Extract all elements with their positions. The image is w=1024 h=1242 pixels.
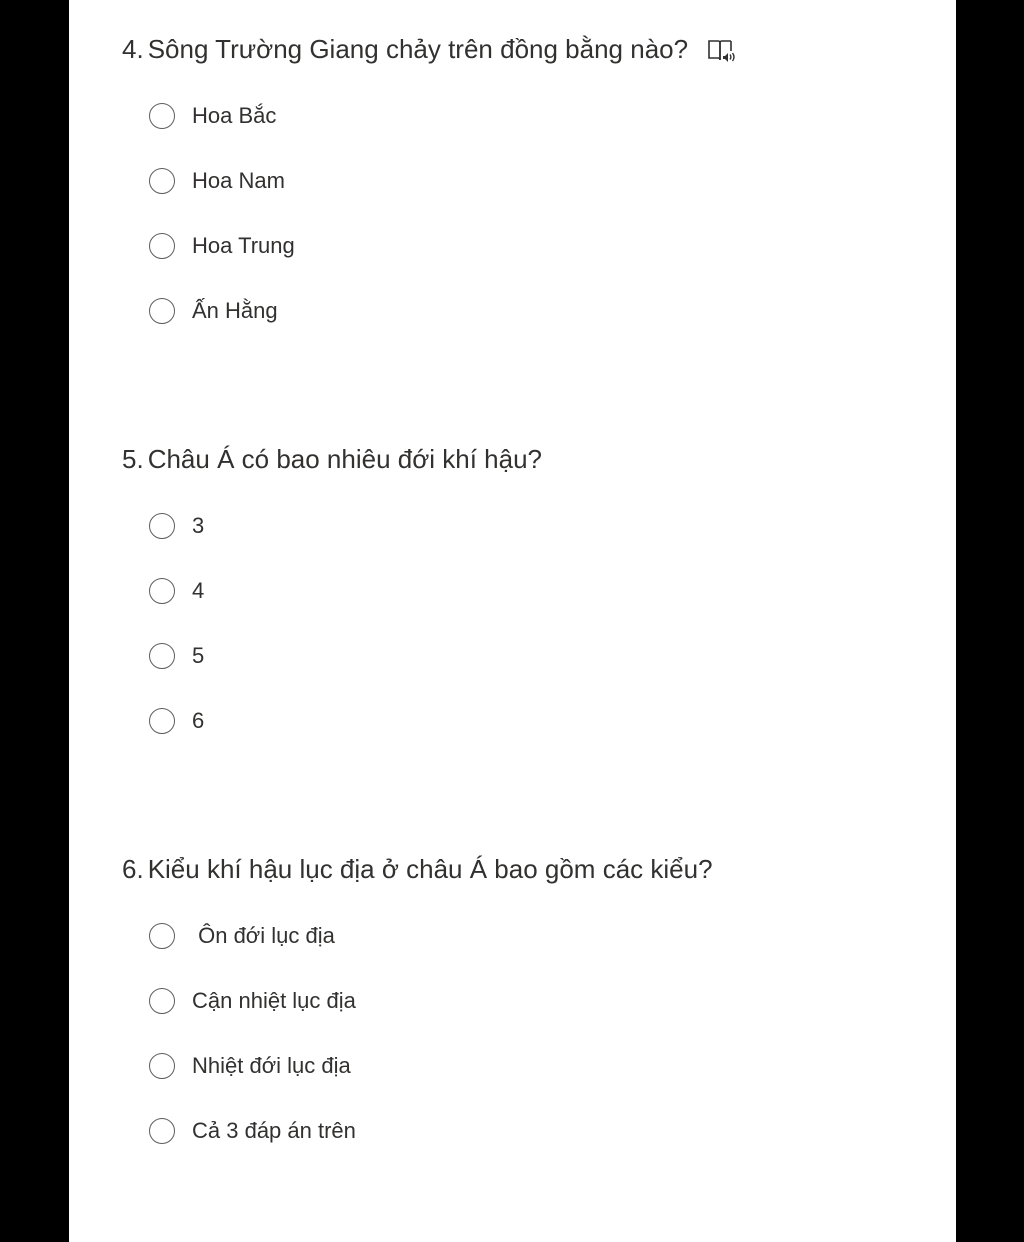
radio-button[interactable] <box>149 578 175 604</box>
form-page <box>69 0 956 1242</box>
radio-button[interactable] <box>149 988 175 1014</box>
option-label: Hoa Trung <box>192 233 295 258</box>
question-text: Kiểu khí hậu lục địa ở châu Á bao gồm các kiểu? <box>147 854 713 884</box>
option-label: Nhiệt đới lục địa <box>192 1053 351 1078</box>
options-list <box>122 96 922 331</box>
radio-button[interactable] <box>149 708 175 734</box>
immersive-reader-icon[interactable] <box>706 36 736 66</box>
option-on-doi-luc-dia[interactable] <box>122 916 922 956</box>
option-can-nhiet-luc-dia[interactable] <box>122 981 922 1021</box>
options-list <box>122 506 922 741</box>
question-number: 4. <box>122 34 144 64</box>
option-hoa-nam[interactable] <box>122 161 922 201</box>
radio-button[interactable] <box>149 168 175 194</box>
question-5 <box>122 440 922 766</box>
radio-button[interactable] <box>149 233 175 259</box>
option-label: Cận nhiệt lục địa <box>192 988 356 1013</box>
option-label: Hoa Nam <box>192 168 285 193</box>
option-label: Ấn Hằng <box>192 298 278 323</box>
option-label: Cả 3 đáp án trên <box>192 1118 356 1143</box>
option-label: 3 <box>192 513 205 538</box>
option-3[interactable] <box>122 506 922 546</box>
option-hoa-trung[interactable] <box>122 226 922 266</box>
options-list <box>122 916 922 1151</box>
question-title <box>122 850 922 888</box>
question-4 <box>122 30 922 356</box>
option-6[interactable] <box>122 701 922 741</box>
question-title <box>122 440 922 478</box>
option-label: 5 <box>192 643 205 668</box>
radio-button[interactable] <box>149 923 175 949</box>
radio-button[interactable] <box>149 643 175 669</box>
question-number: 6. <box>122 854 144 884</box>
radio-button[interactable] <box>149 1118 175 1144</box>
option-label: 4 <box>192 578 205 603</box>
question-text: Sông Trường Giang chảy trên đồng bằng nào? <box>147 34 689 64</box>
radio-button[interactable] <box>149 1053 175 1079</box>
option-label: Ôn đới lục địa <box>192 923 335 948</box>
question-6 <box>122 850 922 1176</box>
question-text: Châu Á có bao nhiêu đới khí hậu? <box>147 444 543 474</box>
question-number: 5. <box>122 444 144 474</box>
option-label: 6 <box>192 708 205 733</box>
option-an-hang[interactable] <box>122 291 922 331</box>
option-ca-3-dap-an[interactable] <box>122 1111 922 1151</box>
option-5[interactable] <box>122 636 922 676</box>
option-label: Hoa Bắc <box>192 103 277 128</box>
option-hoa-bac[interactable] <box>122 96 922 136</box>
question-title <box>122 30 922 68</box>
option-4[interactable] <box>122 571 922 611</box>
radio-button[interactable] <box>149 298 175 324</box>
radio-button[interactable] <box>149 103 175 129</box>
option-nhiet-doi-luc-dia[interactable] <box>122 1046 922 1086</box>
radio-button[interactable] <box>149 513 175 539</box>
